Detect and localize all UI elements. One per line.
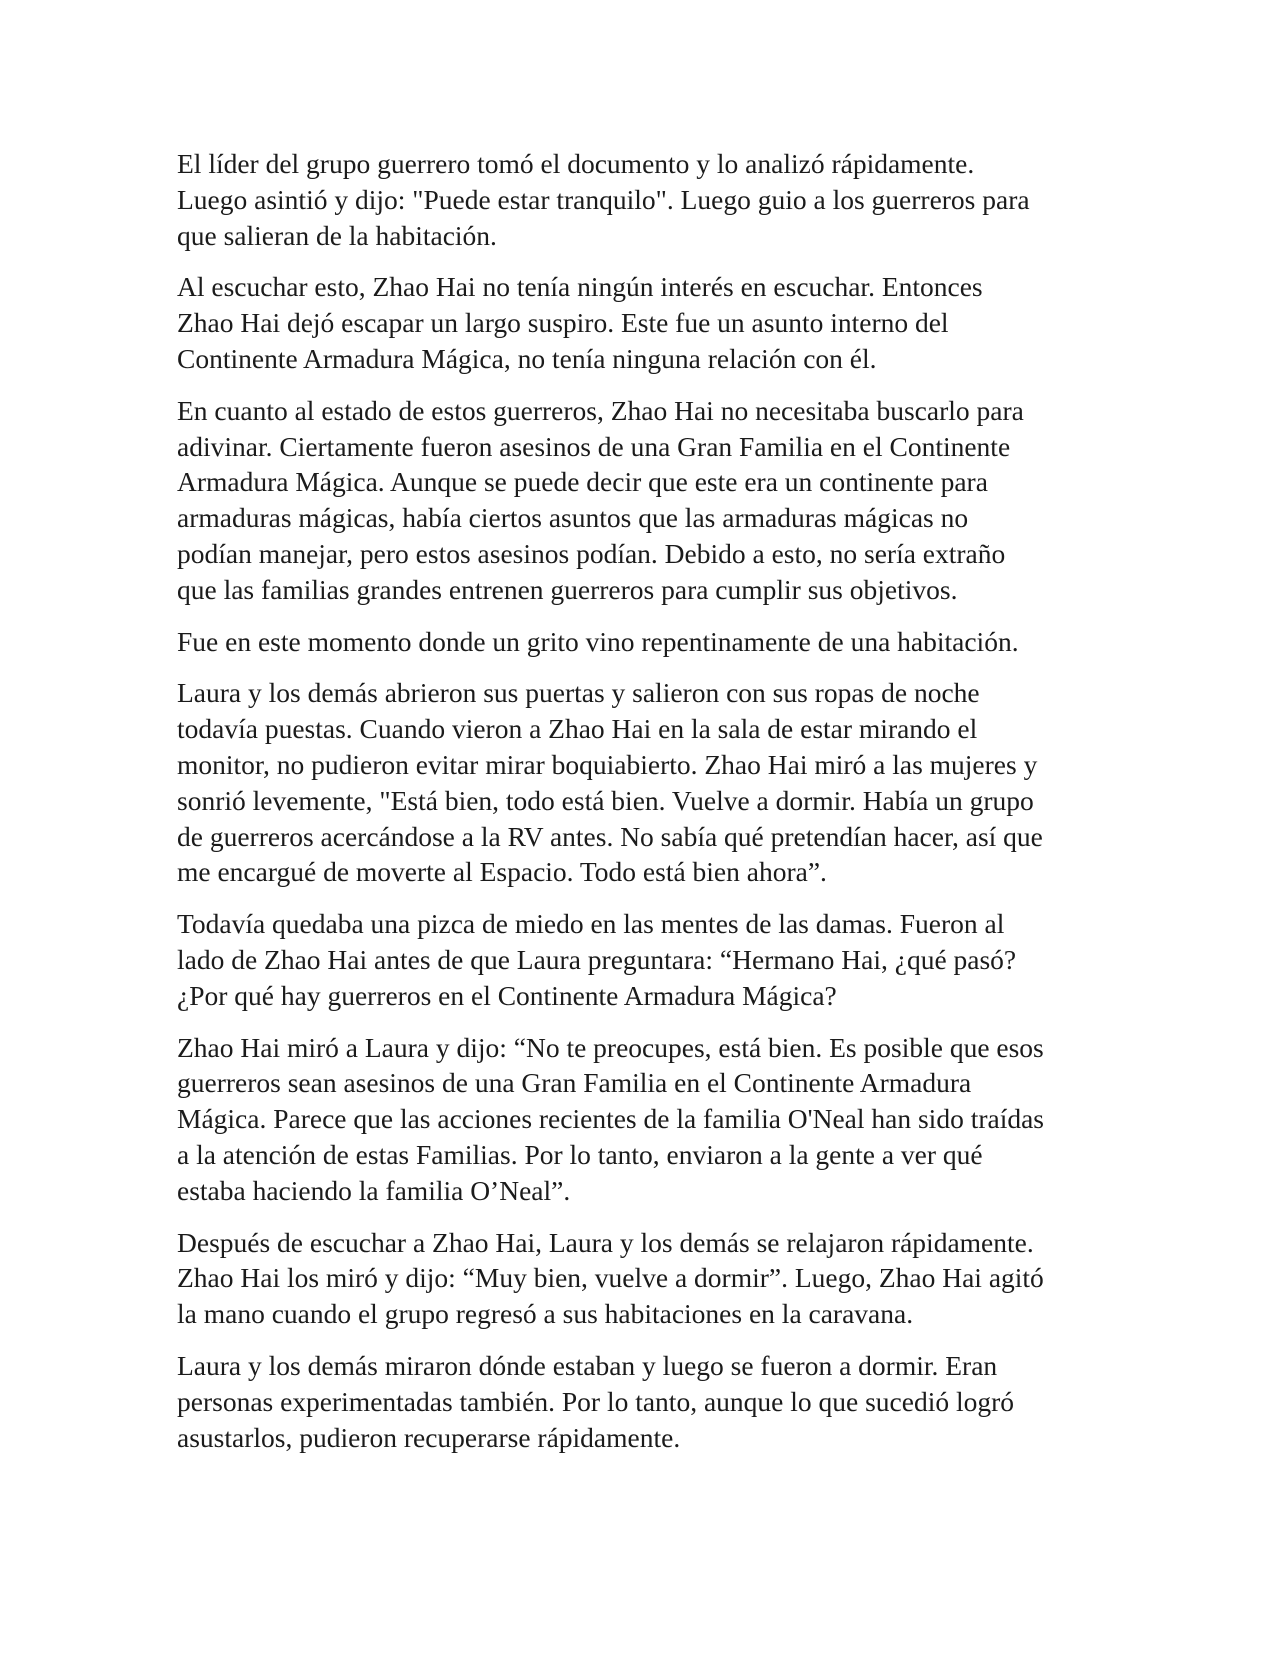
paragraph-3: En cuanto al estado de estos guerreros, Zhao Hai no necesitaba buscarlo para adivinar. Ciertamente fueron asesinos de una Gran Familia en el Continente Armadura Mágica. Aunque se puede decir que este era un continente para armaduras mágicas, había ciertos asuntos que las armaduras mágicas no podían manejar, pero estos asesinos podían. Debido a esto, no sería extraño que las familias grandes entrenen guerreros para cumplir sus objetivos. [177,394,1024,605]
paragraph-1: El líder del grupo guerrero tomó el documento y lo analizó rápidamente. Luego asintió y dijo: "Puede estar tranquilo". Luego guio a los guerreros para que salieran de la habitación. [177,148,1030,251]
paragraph-5: Laura y los demás abrieron sus puertas y salieron con sus ropas de noche todavía puestas. Cuando vieron a Zhao Hai en la sala de estar mirando el monitor, no pudieron evitar mirar boquiabierto. Zhao Hai miró a las mujeres y sonrió levemente, "Está bien, todo está bien. Vuelve a dormir. Había un grupo de guerreros acercándose a la RV antes. No sabía qué pretendían hacer, así que me encargué de moverte al Espacio. Todo está bien ahora”. [177,677,1043,888]
paragraph-2: Al escuchar esto, Zhao Hai no tenía ningún interés en escuchar. Entonces Zhao Hai dejó escapar un largo suspiro. Este fue un asunto interno del Continente Armadura Mágica, no tenía ninguna relación con él. [177,271,983,374]
paragraph-4: Fue en este momento donde un grito vino repentinamente de una habitación. [177,625,1019,657]
paragraph-9: Laura y los demás miraron dónde estaban y luego se fueron a dormir. Eran personas experimentadas también. Por lo tanto, aunque lo que sucedió logró asustarlos, pudieron recuperarse rápidamente. [177,1349,1015,1453]
document-body [177,146,1107,1471]
paragraph-8: Después de escuchar a Zhao Hai, Laura y los demás se relajaron rápidamente. Zhao Hai los miró y dijo: “Muy bien, vuelve a dormir”. Luego, Zhao Hai agitó la mano cuando el grupo regresó a sus habitaciones en la caravana. [177,1226,1044,1330]
paragraph-7: Zhao Hai miró a Laura y dijo: “No te preocupes, está bien. Es posible que esos guerreros sean asesinos de una Gran Familia en el Continente Armadura Mágica. Parece que las acciones recientes de la familia O'Neal han sido traídas a la atención de estas Familias. Por lo tanto, enviaron a la gente a ver qué estaba haciendo la familia O’Neal”. [177,1031,1045,1206]
paragraph-6: Todavía quedaba una pizca de miedo en las mentes de las damas. Fueron al lado de Zhao Hai antes de que Laura preguntara: “Hermano Hai, ¿qué pasó? ¿Por qué hay guerreros en el Continente Armadura Mágica? [177,908,1017,1011]
